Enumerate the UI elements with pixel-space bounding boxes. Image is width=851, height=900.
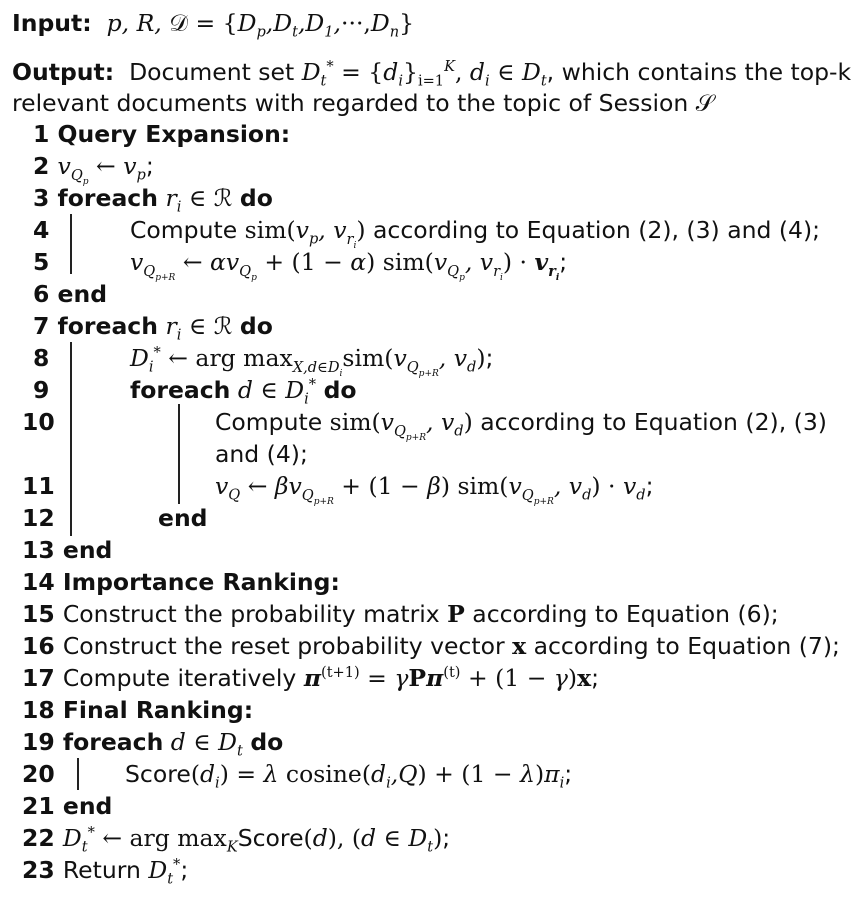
algo-line-10-cont: and (4); [215,440,308,468]
algo-line-14: 14 Importance Ranking: [22,568,340,596]
algo-line-10-body: Compute $sim(v_{Q_{p+R}}$, $v_d$) according to Equation (2), (3) [215,408,827,443]
algo-line-6: 6 end [33,280,108,308]
input-params: p, R, [99,9,170,37]
algo-line-8: 8 [33,344,50,372]
algo-line-7: 7 foreach $r_i$ ∈ ℛ do [33,312,273,344]
output-line-2: relevant documents with regarded to the topic of Session 𝒮 [12,89,714,117]
algo-line-20-body: $Score(d_i) = \lambda$ $cosine(d_i,Q) + (1 - \lambda)\pi_i$; [125,760,573,792]
algo-line-5-body: $v_{Q_{p+R}}$ ← $\alpha v_{Q_p} + (1 - \alpha)$ $sim(v_{Q_p}$, $v_{r_i}) \cdot v_{r_i}$; [130,248,568,283]
algo-line-12-body: end [158,504,208,532]
loop-bar-9 [178,404,180,504]
output-label: Output: [12,58,115,86]
algo-line-3: 3 foreach $r_i$ ∈ ℛ do [33,184,273,216]
algo-line-1: 1 Query Expansion: [33,120,291,148]
algo-line-15: 15 Construct the probability matrix P according to Equation (6); [22,600,779,628]
algo-line-5: 5 [33,248,50,276]
algo-line-23: 23 Return $D_t^*$; [22,856,189,888]
output-line-1: Output: Document set $D_t^* = \{d_i\}_{i=1}^K$, $d_i$ ∈ $D_t$, which contains the top-k [12,58,851,90]
loop-bar-7 [70,342,72,536]
input-label: Input: [12,9,92,37]
algo-line-17: 17 Compute iteratively $\pi^{(t+1)} = \gamma P\pi^{(t)} + (1 - \gamma)x$; [22,664,600,692]
algo-line-18: 18 Final Ranking: [22,696,254,724]
algo-line-11: 11 [22,472,55,500]
algo-line-12: 12 [22,504,55,532]
algo-line-21: 21 end [22,792,113,820]
algo-line-4-body: Compute $sim(v_p$, $v_{r_i}$) according to Equation (2), (3) and (4); [130,216,821,251]
algo-line-2: 2 $v_{Q_p}$ ← $v_p$; [33,152,154,187]
algo-line-22: 22 $D_t^*$ ← arg $\max_KScore(d)$, (d ∈ $D_t$); [22,824,451,856]
algo-line-9-body: foreach d ∈ $D_i^*$ do [130,376,357,408]
algo-line-10: 10 [22,408,55,436]
algo-line-16: 16 Construct the reset probability vector x according to Equation (7); [22,632,840,660]
algo-line-19: 19 foreach d ∈ $D_t$ do [22,728,284,760]
algo-line-4: 4 [33,216,50,244]
input-line: Input: p, R, 𝒟 = $\{D_p,D_t,D_1,\cdot\cdot\cdot,D_n\}$ [12,9,415,41]
algo-line-20: 20 [22,760,55,788]
algo-line-9: 9 [33,376,50,404]
algo-line-8-body: $D_i^*$ ← arg $\max_{X,d\in D_i}sim(v_{Q_{p+R}}$, $v_d$); [130,344,494,379]
loop-bar-19 [77,758,79,790]
algo-line-11-body: $v_Q$ ← $\beta v_{Q_{p+R}} + (1 - \beta)$ $sim(v_{Q_{p+R}}$, $v_d) \cdot v_d$; [215,472,654,507]
loop-bar-3 [70,214,72,274]
algo-line-13: 13 end [22,536,113,564]
